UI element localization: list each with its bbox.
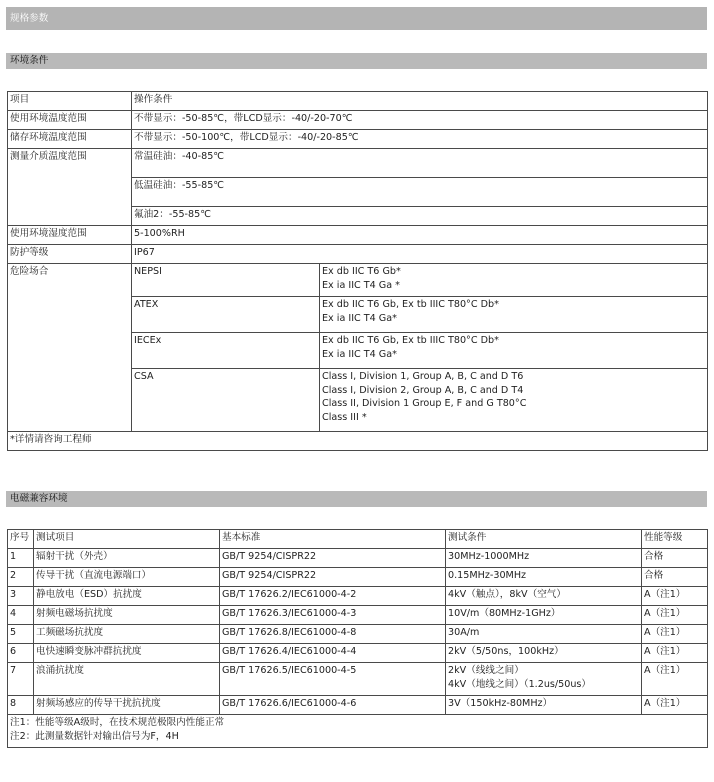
emc-cond: 3V（150kHz-80MHz） [446,696,642,715]
hazard-mark-line: Ex ia IIC T4 Ga* [322,348,397,360]
emc-item: 射频场感应的传导干扰抗扰度 [34,696,220,715]
emc-grade: A（注1） [642,663,708,696]
hazard-cert-marks [320,333,708,369]
emc-cond [446,663,642,696]
emc-no: 3 [8,587,34,606]
emc-std: GB/T 17626.5/IEC61000-4-5 [220,663,446,696]
humidity-label: 使用环境湿度范围 [8,226,132,245]
emc-cond: 2kV（5/50ns，100kHz） [446,644,642,663]
emc-header-grade: 性能等级 [642,530,708,549]
hazard-mark-line: Ex db IIC T6 Gb* [322,266,401,277]
emc-note-line: 注2：此测量数据针对输出信号为F，4H [10,730,179,742]
emc-section-title: 电磁兼容环境 [10,493,68,504]
emc-std: GB/T 17626.4/IEC61000-4-4 [220,644,446,663]
hazard-cert-name: NEPSI [132,264,320,297]
emc-header-std: 基本标准 [220,530,446,549]
table-row [8,549,708,568]
table-row [8,644,708,663]
emc-section-bar [6,491,707,507]
emc-no: 2 [8,568,34,587]
emc-cond: 4kV（触点），8kV（空气） [446,587,642,606]
hazard-mark-line: Class I, Division 2, Group A, B, C and D T4 [322,384,524,396]
emc-item: 传导干扰（直流电源端口） [34,568,220,587]
emc-std: GB/T 17626.3/IEC61000-4-3 [220,606,446,625]
emc-std: GB/T 17626.6/IEC61000-4-6 [220,696,446,715]
emc-grade: A（注1） [642,625,708,644]
emc-item: 浪涌抗扰度 [34,663,220,696]
humidity-value: 5-100%RH [132,226,708,245]
emc-header-no: 序号 [8,530,34,549]
emc-grade: A（注1） [642,644,708,663]
emc-no: 8 [8,696,34,715]
emc-cond: 30MHz-1000MHz [446,549,642,568]
emc-grade: 合格 [642,549,708,568]
hazard-cert-marks [320,264,708,297]
hazard-cert-name: IECEx [132,333,320,369]
hazard-mark-line: Ex ia IIC T4 Ga * [322,279,400,291]
hazard-mark-line: Class I, Division 1, Group A, B, C and D T6 [322,371,524,382]
env-table [7,91,708,451]
op-temp-label: 使用环境温度范围 [8,111,132,130]
ip-label: 防护等级 [8,245,132,264]
emc-std: GB/T 17626.2/IEC61000-4-2 [220,587,446,606]
medium-temp-label: 测量介质温度范围 [8,149,132,226]
emc-item: 静电放电（ESD）抗扰度 [34,587,220,606]
table-row [8,568,708,587]
emc-header-cond: 测试条件 [446,530,642,549]
hazard-cert-marks [320,297,708,333]
op-temp-value: 不带显示：-50-85℃，带LCD显示：-40/-20-70℃ [132,111,708,130]
emc-item: 射频电磁场抗扰度 [34,606,220,625]
emc-grade: 合格 [642,568,708,587]
spec-header-bar [6,7,707,30]
emc-std: GB/T 9254/CISPR22 [220,549,446,568]
emc-no: 6 [8,644,34,663]
emc-cond-line: 4kV（地线之间）（1.2us/50us） [448,678,592,690]
medium-temp-value: 氟油2：-55-85℃ [132,207,708,226]
emc-grade: A（注1） [642,587,708,606]
emc-header-item: 测试项目 [34,530,220,549]
emc-no: 4 [8,606,34,625]
env-note: *详情请咨询工程师 [8,432,708,451]
table-row [8,587,708,606]
emc-std: GB/T 9254/CISPR22 [220,568,446,587]
table-row [8,606,708,625]
ip-value: IP67 [132,245,708,264]
emc-notes [8,715,708,748]
hazard-mark-line: Ex db IIC T6 Gb, Ex tb IIIC T80°C Db* [322,299,499,310]
emc-grade: A（注1） [642,606,708,625]
store-temp-value: 不带显示：-50-100℃，带LCD显示：-40/-20-85℃ [132,130,708,149]
hazard-mark-line: Class II, Division 1 Group E, F and G T80°C [322,398,527,409]
table-row [8,625,708,644]
env-col-cond: 操作条件 [132,92,708,111]
hazard-mark-line: Ex ia IIC T4 Ga* [322,312,397,324]
emc-cond-line: 2kV（线线之间） [448,665,524,676]
hazard-cert-name: ATEX [132,297,320,333]
emc-item: 电快速瞬变脉冲群抗扰度 [34,644,220,663]
emc-no: 1 [8,549,34,568]
hazard-mark-line: Class III * [322,411,367,423]
emc-note-line: 注1：性能等级A级时，在技术规范极限内性能正常 [10,717,225,728]
medium-temp-value: 常温硅油：-40-85℃ [132,149,708,178]
medium-temp-value: 低温硅油：-55-85℃ [132,178,708,207]
emc-item: 工频磁场抗扰度 [34,625,220,644]
hazard-label: 危险场合 [8,264,132,432]
emc-grade: A（注1） [642,696,708,715]
emc-cond: 0.15MHz-30MHz [446,568,642,587]
env-section-title: 环境条件 [10,55,49,66]
table-row [8,663,708,696]
hazard-cert-marks [320,369,708,432]
emc-cond: 30A/m [446,625,642,644]
store-temp-label: 储存环境温度范围 [8,130,132,149]
spec-header-title: 规格参数 [10,13,49,24]
emc-table [7,529,708,748]
env-section-bar [6,53,707,69]
table-row [8,696,708,715]
env-col-item: 项目 [8,92,132,111]
emc-std: GB/T 17626.8/IEC61000-4-8 [220,625,446,644]
emc-no: 7 [8,663,34,696]
emc-cond: 10V/m（80MHz-1GHz） [446,606,642,625]
emc-no: 5 [8,625,34,644]
hazard-mark-line: Ex db IIC T6 Gb, Ex tb IIIC T80°C Db* [322,335,499,346]
hazard-cert-name: CSA [132,369,320,432]
emc-item: 辐射干扰（外壳） [34,549,220,568]
